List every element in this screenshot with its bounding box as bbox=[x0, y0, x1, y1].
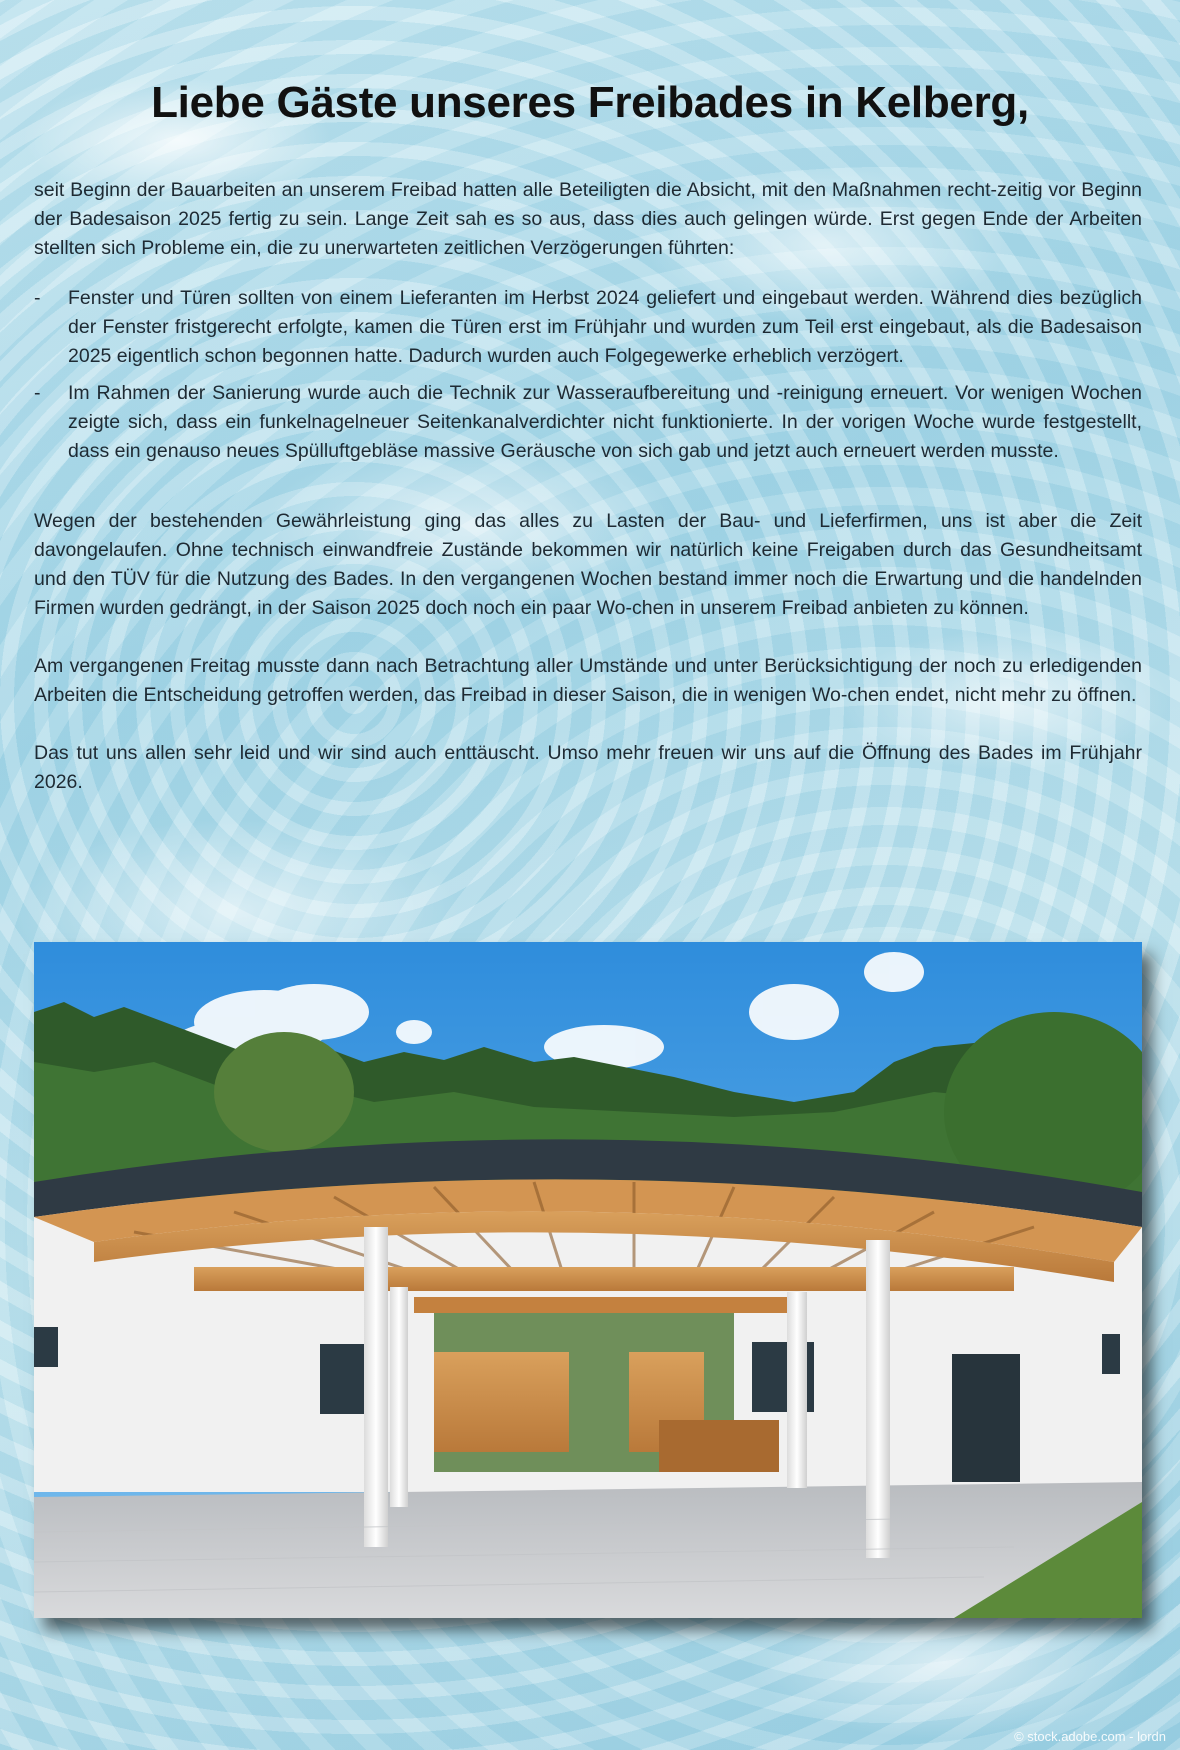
letter-body bbox=[34, 176, 1142, 797]
list-item bbox=[34, 284, 1142, 371]
intro-paragraph: seit Beginn der Bauarbeiten an unserem Freibad hatten alle Beteiligten die Absicht, mit den Maßnahmen recht-zeitig vor Beginn der Badesaison 2025 fertig zu sein. Lange Zeit sah es so aus, dass dies auch gelingen würde. Erst gegen Ende der Arbeiten stellten sich Probleme ein, die zu unerwarteten zeitlichen Verzögerungen führten: bbox=[34, 179, 1142, 259]
list-item-text: Im Rahmen der Sanierung wurde auch die Technik zur Wasseraufbereitung und -reinigung erneuert. Vor wenigen Wochen zeigte sich, dass ein funkelnagelneuer Seitenkanalverdichter nicht funktionierte. In der vorigen Woche wurde festgestellt, dass ein genauso neues Spülluftgebläse massive Geräusche von sich gab und jetzt auch erneuert werden musste. bbox=[68, 382, 1142, 462]
problem-list bbox=[34, 284, 1142, 466]
warranty-paragraph: Wegen der bestehenden Gewährleistung ging das alles zu Lasten der Bau- und Lieferfirmen, uns ist aber die Zeit davongelaufen. Ohne technisch einwandfreie Zustände bekommen wir natürlich keine Freigaben durch das Gesundheitsamt und den TÜV für die Nutzung des Bades. In den vergangenen Wochen bestand immer noch die Erwartung und die handelnden Firmen wurden gedrängt, in der Saison 2025 doch noch ein paar Wo-chen in unserem Freibad anbieten zu können. bbox=[34, 510, 1142, 619]
closing-paragraph: Das tut uns allen sehr leid und wir sind auch enttäuscht. Umso mehr freuen wir uns auf die Öffnung des Bades im Frühjahr 2026. bbox=[34, 742, 1142, 793]
pool-building-photo bbox=[34, 942, 1142, 1618]
decision-paragraph: Am vergangenen Freitag musste dann nach Betrachtung aller Umstände und unter Berücksichtigung der noch zu erledigenden Arbeiten die Entscheidung getroffen werden, das Freibad in dieser Saison, die in wenigen Wo-chen endet, nicht mehr zu öffnen. bbox=[34, 655, 1142, 706]
list-dash: - bbox=[34, 382, 41, 404]
list-dash: - bbox=[34, 287, 41, 309]
pool-building-illustration bbox=[34, 942, 1142, 1618]
list-item bbox=[34, 379, 1142, 466]
page-title: Liebe Gäste unseres Freibades in Kelberg, bbox=[151, 78, 1029, 127]
photo-credit: © stock.adobe.com - lordn bbox=[1014, 1729, 1166, 1744]
list-item-text: Fenster und Türen sollten von einem Lieferanten im Herbst 2024 geliefert und eingebaut werden. Während dies bezüglich der Fenster fristgerecht erfolgte, kamen die Türen erst im Frühjahr und wurden zum Teil erst eingebaut, als die Badesaison 2025 eigentlich schon begonnen hatte. Dadurch wurden auch Folgegewerke erheblich verzögert. bbox=[68, 287, 1142, 367]
